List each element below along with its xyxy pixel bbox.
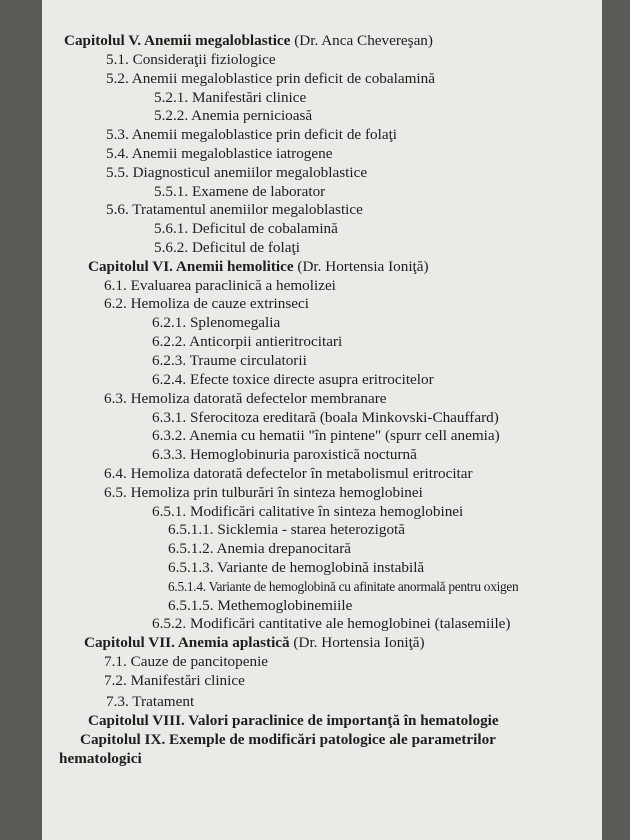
chapter-5-author: (Dr. Anca Chevereşan) [294, 32, 433, 49]
book-page [42, 0, 602, 840]
chapter-8-heading: Capitolul VIII. Valori paraclinice de importanţă în hematologie [88, 712, 499, 729]
toc-entry-6-2-1: 6.2.1. Splenomegalia [152, 314, 281, 331]
toc-entry-6-5: 6.5. Hemoliza prin tulburări în sinteza hemoglobinei [104, 484, 423, 501]
toc-entry-5-6: 5.6. Tratamentul anemiilor megaloblastice [106, 201, 363, 218]
chapter-9-heading-cont: hematologici [59, 750, 142, 767]
toc-entry-5-2-1: 5.2.1. Manifestări clinice [154, 89, 307, 106]
chapter-6-heading [88, 258, 429, 276]
chapter-7-heading [84, 634, 425, 652]
toc-entry-5-6-1: 5.6.1. Deficitul de cobalamină [154, 220, 338, 237]
chapter-5-heading [64, 32, 433, 50]
toc-entry-6-4: 6.4. Hemoliza datorată defectelor în metabolismul eritrocitar [104, 465, 473, 482]
toc-entry-6-1: 6.1. Evaluarea paraclinică a hemolizei [104, 277, 336, 294]
toc-entry-6-5-1-1: 6.5.1.1. Sicklemia - starea heterozigotă [168, 521, 406, 538]
toc-entry-6-5-2: 6.5.2. Modificări cantitative ale hemoglobinei (talasemiile) [152, 615, 511, 632]
chapter-9-heading: Capitolul IX. Exemple de modificări patologice ale parametrilor [80, 731, 496, 748]
toc-entry-7-2: 7.2. Manifestări clinice [104, 672, 245, 689]
chapter-5-title: Capitolul V. Anemii megaloblastice [64, 32, 291, 49]
chapter-7-title: Capitolul VII. Anemia aplastică [84, 634, 290, 651]
toc-entry-5-2-2: 5.2.2. Anemia pernicioasă [154, 107, 313, 124]
toc-entry-6-2: 6.2. Hemoliza de cauze extrinseci [104, 295, 309, 312]
toc-entry-5-4: 5.4. Anemii megaloblastice iatrogene [106, 145, 333, 162]
toc-entry-6-2-2: 6.2.2. Anticorpii antieritrocitari [152, 333, 343, 350]
toc-entry-6-2-3: 6.2.3. Traume circulatorii [152, 352, 307, 369]
toc-entry-6-5-1-5: 6.5.1.5. Methemoglobinemiile [168, 597, 353, 614]
toc-entry-7-1: 7.1. Cauze de pancitopenie [104, 653, 269, 670]
toc-entry-6-3-1: 6.3.1. Sferocitoza ereditară (boala Minkovski-Chauffard) [152, 409, 499, 426]
toc-entry-6-3-3: 6.3.3. Hemoglobinuria paroxistică nocturnă [152, 446, 417, 463]
toc-entry-7-3: 7.3. Tratament [106, 693, 195, 710]
toc-entry-5-2: 5.2. Anemii megaloblastice prin deficit de cobalamină [106, 70, 435, 87]
toc-entry-5-3: 5.3. Anemii megaloblastice prin deficit de folaţi [106, 126, 398, 143]
toc-entry-6-3-2: 6.3.2. Anemia cu hematii "în pintene" (spurr cell anemia) [152, 427, 500, 444]
chapter-6-author: (Dr. Hortensia Ioniţă) [297, 258, 429, 275]
toc-entry-6-2-4: 6.2.4. Efecte toxice directe asupra eritrocitelor [152, 371, 434, 388]
chapter-7-author: (Dr. Hortensia Ioniţă) [293, 634, 425, 651]
toc-entry-6-5-1-4: 6.5.1.4. Variante de hemoglobină cu afinitate anormală pentru oxigen [168, 579, 519, 594]
toc-entry-6-5-1-3: 6.5.1.3. Variante de hemoglobină instabilă [168, 559, 425, 576]
toc-entry-5-5: 5.5. Diagnosticul anemiilor megaloblastice [106, 164, 368, 181]
toc-entry-5-5-1: 5.5.1. Examene de laborator [154, 183, 326, 200]
toc-entry-5-6-2: 5.6.2. Deficitul de folaţi [154, 239, 300, 256]
toc-entry-6-3: 6.3. Hemoliza datorată defectelor membranare [104, 390, 387, 407]
toc-entry-6-5-1: 6.5.1. Modificări calitative în sinteza hemoglobinei [152, 503, 464, 520]
toc-entry-5-1: 5.1. Consideraţii fiziologice [106, 51, 276, 68]
toc-entry-6-5-1-2: 6.5.1.2. Anemia drepanocitară [168, 540, 352, 557]
chapter-6-title: Capitolul VI. Anemii hemolitice [88, 258, 294, 275]
